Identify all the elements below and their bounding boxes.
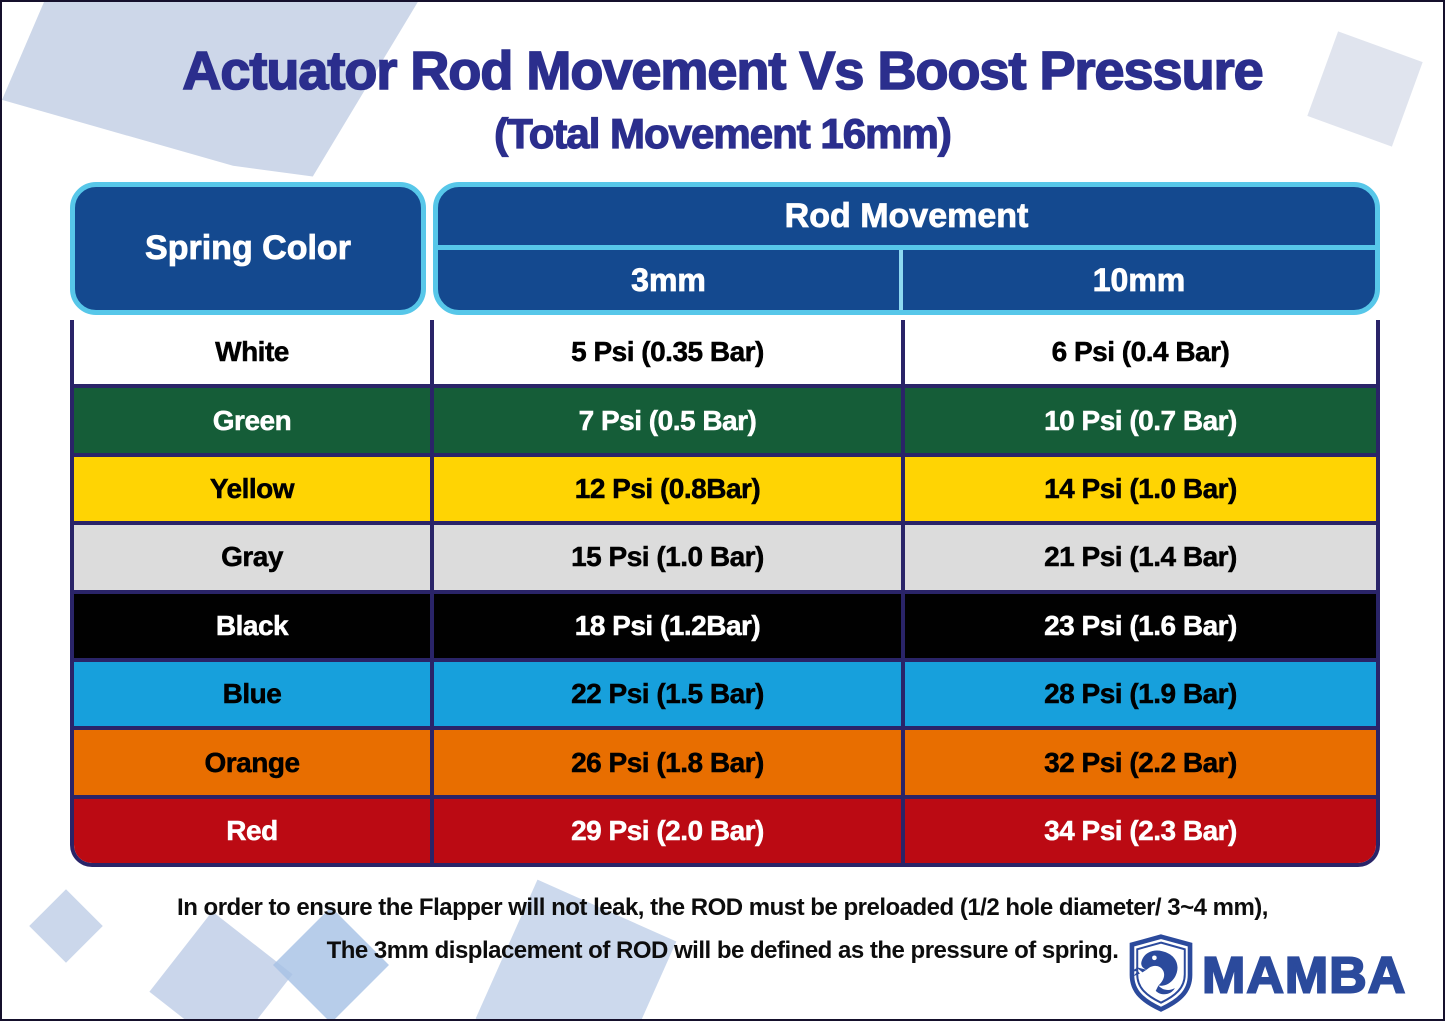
psi-10mm-cell: 14 Psi (1.0 Bar) [1044,472,1237,504]
spring-color-cell: Black [74,594,434,658]
psi-10mm-cell: 28 Psi (1.9 Bar) [1044,678,1237,710]
table-row [74,726,1376,794]
psi-10mm-cell: 23 Psi (1.6 Bar) [1044,609,1237,641]
brand-wordmark: MAMBA [1202,947,1407,1004]
table-row [74,384,1376,452]
table-row [74,590,1376,658]
brand-logo [1128,934,1406,1017]
psi-10mm-cell: 10 Psi (0.7 Bar) [1044,404,1237,436]
spring-color-cell: Orange [74,730,434,794]
psi-3mm-cell: 22 Psi (1.5 Bar) [434,662,905,726]
psi-3mm-cell: 26 Psi (1.8 Bar) [434,730,905,794]
psi-10mm-cell: 34 Psi (2.3 Bar) [1044,814,1237,846]
header-rod-movement: Rod Movement [438,187,1375,250]
psi-10mm-cell: 21 Psi (1.4 Bar) [1044,541,1237,573]
psi-3mm-cell: 12 Psi (0.8Bar) [434,457,905,521]
header-rod-movement-group [433,182,1380,315]
title-block [2,41,1443,158]
table-row [74,521,1376,589]
page-title: Actuator Rod Movement Vs Boost Pressure [182,41,1263,101]
psi-3mm-cell: 5 Psi (0.35 Bar) [434,320,905,384]
table-row [74,320,1376,384]
spring-color-cell: Blue [74,662,434,726]
psi-10mm-cell: 6 Psi (0.4 Bar) [1051,336,1230,368]
spring-color-cell: Gray [74,525,434,589]
table-body [70,320,1380,867]
table-row [74,795,1376,863]
spring-color-cell: Yellow [74,457,434,521]
mamba-snake-shield-icon [1128,934,1194,1017]
page-subtitle: (Total Movement 16mm) [494,110,951,157]
psi-3mm-cell: 7 Psi (0.5 Bar) [434,388,905,452]
psi-10mm-cell: 32 Psi (2.2 Bar) [1044,746,1237,778]
header-subcolumns [438,250,1375,310]
spring-color-cell: Red [74,799,434,863]
spring-color-cell: Green [74,388,434,452]
psi-3mm-cell: 29 Psi (2.0 Bar) [434,799,905,863]
table-header [70,182,1380,315]
footer-line-2: The 3mm displacement of ROD will be defined as the pressure of spring. [326,937,1119,964]
header-spring-color: Spring Color [70,182,426,315]
psi-3mm-cell: 18 Psi (1.2Bar) [434,594,905,658]
psi-3mm-cell: 15 Psi (1.0 Bar) [434,525,905,589]
header-10mm: 10mm [1092,261,1186,298]
header-3mm: 3mm [438,250,903,310]
footer-line-1: In order to ensure the Flapper will not leak, the ROD must be preloaded (1/2 hole diameter/ 3~4 mm), [177,894,1268,921]
table-row [74,658,1376,726]
table-row [74,453,1376,521]
spring-color-cell: White [74,320,434,384]
